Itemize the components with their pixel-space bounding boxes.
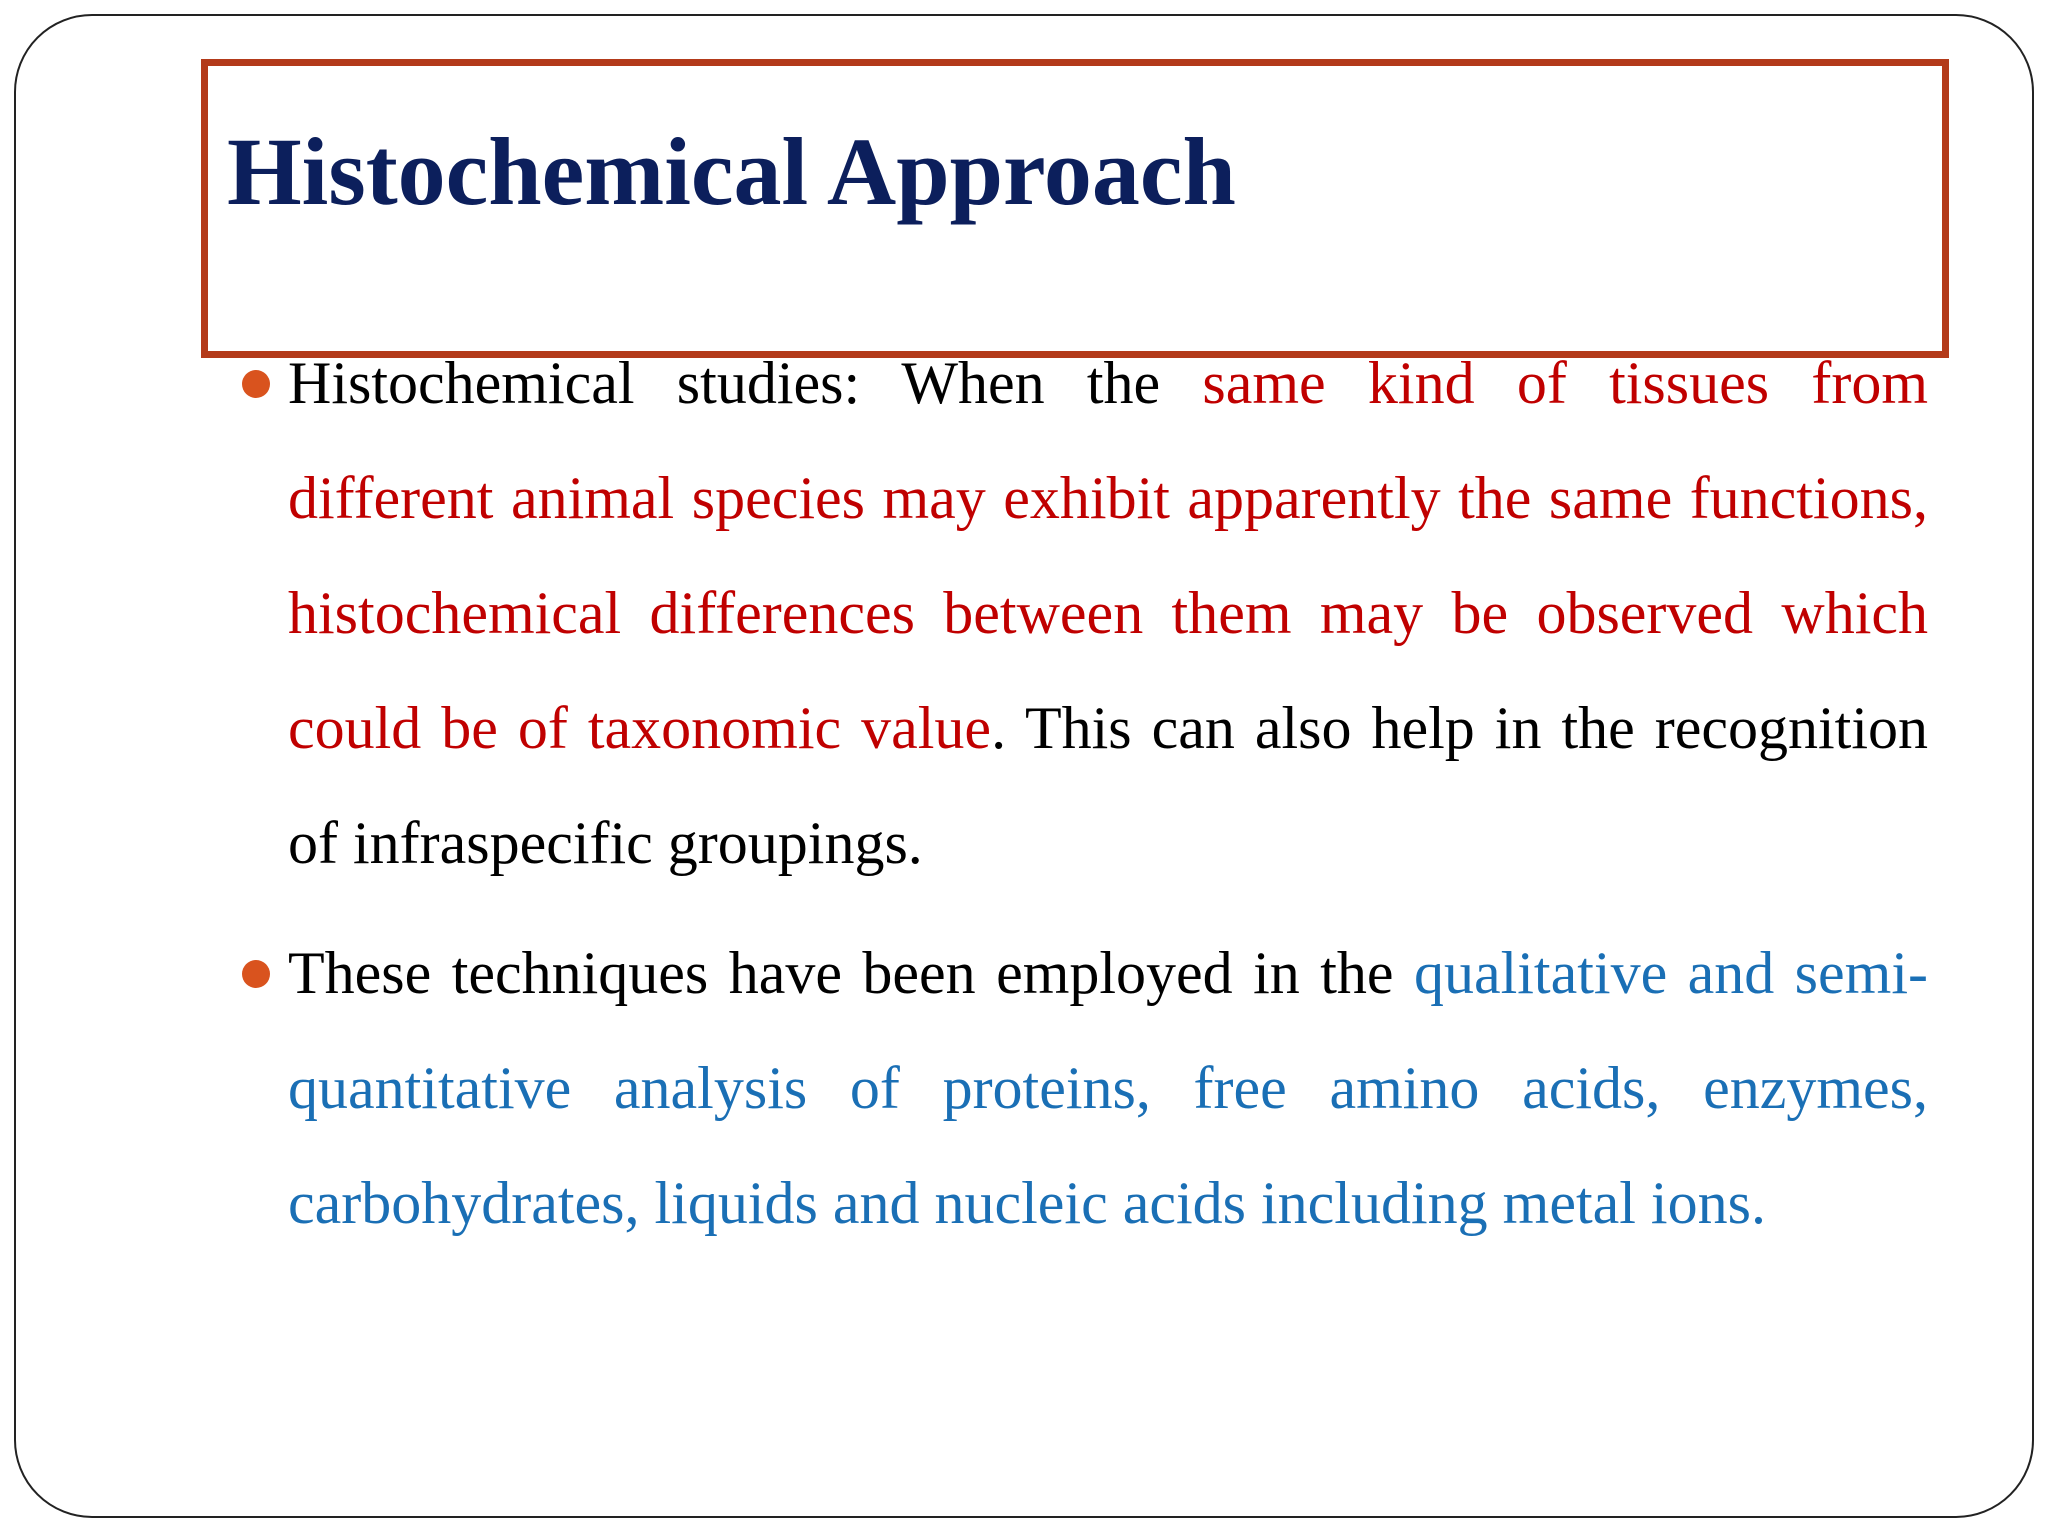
bullet-text-after: . This can also help in the recognition of infraspecific groupings. xyxy=(288,695,1928,876)
bullet-highlight-blue: qualitative and semi-quantitative analysis of proteins, free amino acids, enzymes, carbohydrates, liquids and nucleic acids including metal ions. xyxy=(288,940,1928,1236)
bullet-item-histochemical-studies xyxy=(288,326,1928,901)
bullet-highlight-red: same kind of tissues from different animal species may exhibit apparently the same functions, histochemical differences between them may be observed which could be of taxonomic value xyxy=(288,350,1928,761)
bullet-item-techniques xyxy=(288,916,1928,1261)
bullet-text-before: Histochemical studies: When the xyxy=(288,350,1203,416)
bullet-text-before: These techniques have been employed in the xyxy=(288,940,1414,1006)
bullet-dot-icon xyxy=(242,370,270,398)
bullet-dot-icon xyxy=(242,960,270,988)
slide-title: Histochemical Approach xyxy=(227,118,1236,225)
